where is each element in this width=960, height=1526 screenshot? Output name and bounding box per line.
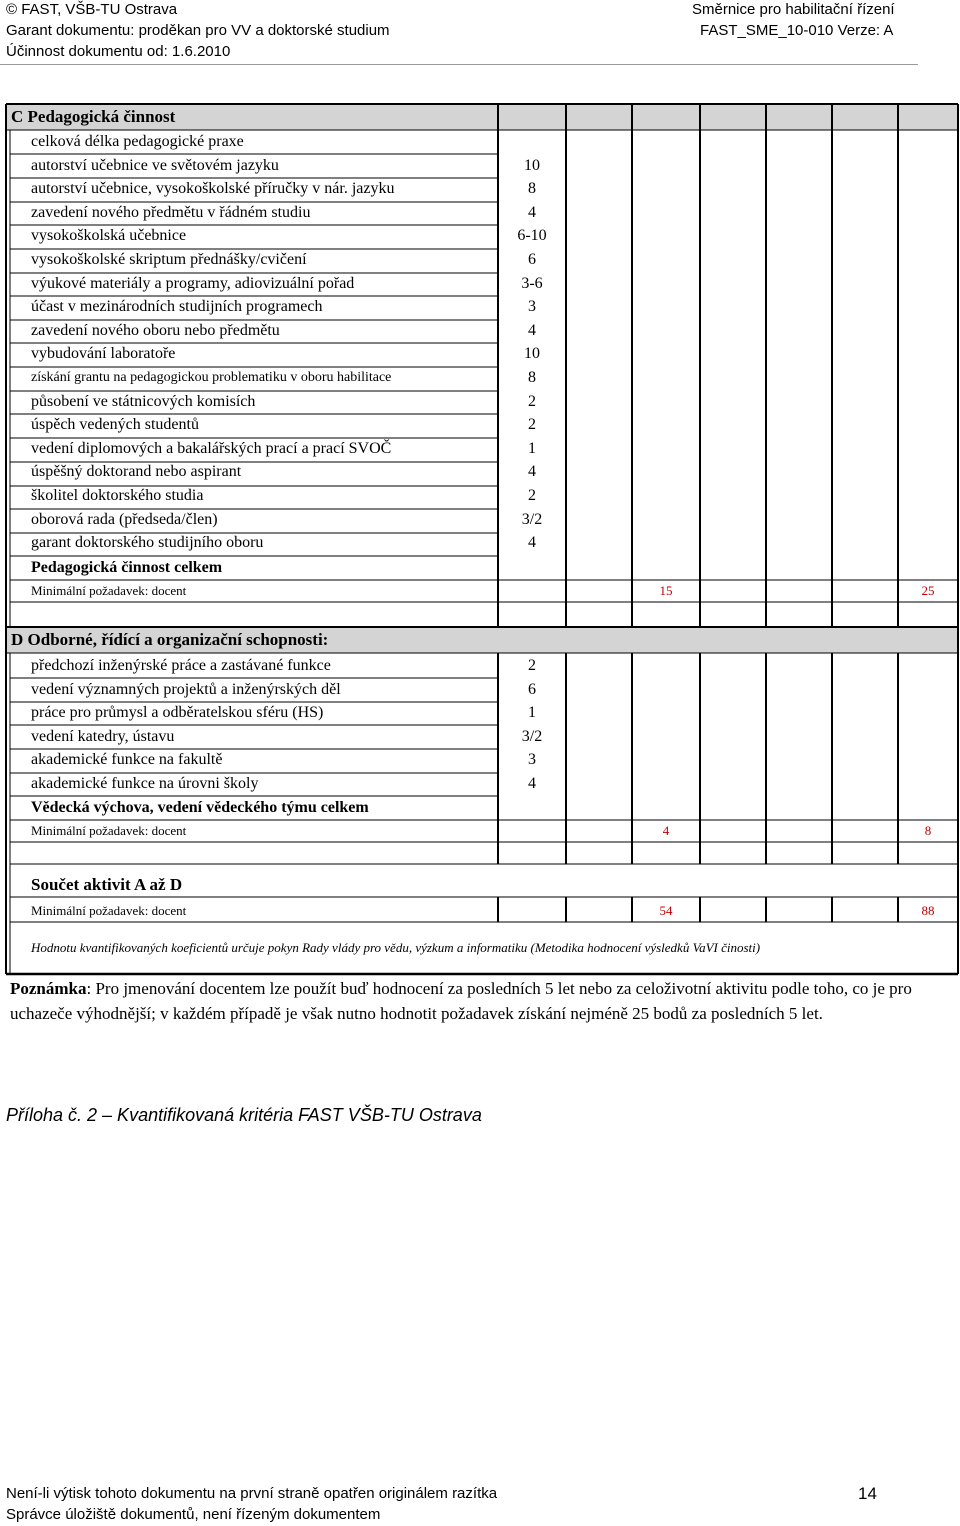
section-d-min-label: Minimální požadavek: docent bbox=[31, 823, 187, 838]
section-d-min-docent: 4 bbox=[662, 823, 670, 838]
section-c-item-points: 4 bbox=[528, 321, 536, 339]
section-c-min-prof: 25 bbox=[921, 583, 935, 598]
section-d-total-label: Vědecká výchova, vedení vědeckého týmu celkem bbox=[31, 799, 369, 816]
section-c-item-label: účast v mezinárodních studijních programech bbox=[31, 298, 323, 316]
section-d-item-label: akademické funkce na fakultě bbox=[31, 751, 223, 769]
section-c-item-label: autorství učebnice ve světovém jazyku bbox=[31, 156, 279, 174]
section-c-total-label: Pedagogická činnost celkem bbox=[31, 559, 223, 576]
sum-min-docent: 54 bbox=[659, 903, 673, 918]
section-c-item-points: 2 bbox=[528, 392, 536, 410]
appendix-caption: Příloha č. 2 – Kvantifikovaná kritéria FAST VŠB-TU Ostrava bbox=[6, 1105, 482, 1125]
section-c-item-label: garant doktorského studijního oboru bbox=[31, 534, 264, 552]
header-doc-code: FAST_SME_10-010 Verze: A bbox=[700, 22, 894, 39]
section-c-item-label: úspěšný doktorand nebo aspirant bbox=[31, 463, 242, 481]
section-c-item-label: vysokoškolské skriptum přednášky/cvičení bbox=[31, 251, 307, 268]
page-number: 14 bbox=[858, 1484, 877, 1503]
section-c-item-points: 10 bbox=[524, 345, 540, 363]
section-d-item-points: 3 bbox=[528, 751, 536, 769]
note-paragraph bbox=[10, 976, 920, 1026]
section-d-item-points: 6 bbox=[528, 680, 536, 698]
section-c-item-points: 2 bbox=[528, 487, 536, 504]
section-d-item-points: 4 bbox=[528, 775, 536, 792]
section-c-item-label: vysokoškolská učebnice bbox=[31, 227, 187, 245]
header-ucinnost: Účinnost dokumentu od: 1.6.2010 bbox=[6, 43, 231, 60]
header-doc-title: Směrnice pro habilitační řízení bbox=[692, 1, 895, 18]
table-footnote: Hodnotu kvantifikovaných koeficientů určuje pokyn Rady vlády pro vědu, výzkum a informatiku (Metodika hodnocení výsledků VaVI činosti) bbox=[31, 940, 761, 955]
section-c-item-label: zavedení nového předmětu v řádném studiu bbox=[31, 203, 311, 221]
section-c-item-label: vedení diplomových a bakalářských prací a prací SVOČ bbox=[31, 439, 392, 457]
section-c-item-points: 1 bbox=[528, 439, 536, 457]
section-c-item-points: 8 bbox=[528, 369, 536, 386]
section-d-title: D Odborné, řídící a organizační schopnosti: bbox=[11, 630, 329, 649]
note-text: : Pro jmenování docentem lze použít buď hodnocení za posledních 5 let nebo za celoživotní aktivitu podle toho, co je pro uchazeče výhodnější; v každém případě je však nutno hodnotit požadavek získání nejméně 25 bodů za posledních 5 let. bbox=[10, 979, 912, 1023]
section-c-item-label: výukové materiály a programy, adiovizuální pořad bbox=[31, 274, 355, 292]
footer-line2: Správce úložiště dokumentů, není řízeným dokumentem bbox=[6, 1506, 381, 1523]
section-d-item-label: předchozí inženýrské práce a zastávané funkce bbox=[31, 657, 331, 674]
section-d-item-label: vedení významných projektů a inženýrských děl bbox=[31, 680, 341, 698]
section-c-item-label: působení ve státnicových komisích bbox=[31, 392, 256, 410]
header-org: © FAST, VŠB-TU Ostrava bbox=[6, 1, 178, 18]
section-c-item-points: 2 bbox=[528, 416, 536, 434]
section-c-item-label: školitel doktorského studia bbox=[31, 487, 204, 504]
section-c-item-label: oborová rada (předseda/člen) bbox=[31, 510, 218, 528]
section-c-item-label: celková délka pedagogické praxe bbox=[31, 133, 244, 150]
section-d-item-label: vedení katedry, ústavu bbox=[31, 727, 175, 745]
section-d-item-points: 3/2 bbox=[521, 727, 543, 745]
header-garant: Garant dokumentu: proděkan pro VV a doktorské studium bbox=[6, 22, 390, 39]
section-c-item-points: 3-6 bbox=[521, 274, 543, 292]
section-d-item-points: 2 bbox=[528, 657, 536, 674]
section-c-item-points: 6 bbox=[528, 251, 536, 268]
note-label: Poznámka bbox=[10, 979, 87, 998]
section-c-item-label: vybudování laboratoře bbox=[31, 345, 176, 363]
section-c-item-label: zavedení nového oboru nebo předmětu bbox=[31, 321, 280, 339]
section-d-item-label: akademické funkce na úrovni školy bbox=[31, 775, 259, 792]
sum-min-prof: 88 bbox=[921, 903, 935, 918]
section-c-min-label: Minimální požadavek: docent bbox=[31, 583, 187, 598]
sum-title: Součet aktivit A až D bbox=[31, 875, 183, 894]
section-c-item-points: 4 bbox=[528, 463, 536, 481]
section-c-item-points: 4 bbox=[528, 534, 536, 552]
section-d-item-label: práce pro průmysl a odběratelskou sféru (HS) bbox=[31, 704, 324, 722]
section-d-item-points: 1 bbox=[528, 704, 536, 722]
section-d-min-prof: 8 bbox=[924, 823, 932, 838]
section-c-item-label: úspěch vedených studentů bbox=[31, 416, 199, 434]
section-c-item-points: 3 bbox=[528, 298, 536, 316]
footer-line1: Není-li výtisk tohoto dokumentu na první straně opatřen originálem razítka bbox=[6, 1485, 498, 1502]
section-c-item-label: získání grantu na pedagogickou problematiku v oboru habilitace bbox=[31, 370, 392, 385]
section-c-min-docent: 15 bbox=[659, 583, 673, 598]
section-c-item-points: 8 bbox=[528, 180, 536, 198]
section-c-item-points: 4 bbox=[528, 203, 536, 221]
section-c-title: C Pedagogická činnost bbox=[11, 107, 176, 126]
section-c-item-points: 10 bbox=[524, 156, 540, 174]
section-c-item-points: 6-10 bbox=[517, 227, 547, 245]
sum-min-label: Minimální požadavek: docent bbox=[31, 903, 187, 918]
section-c-item-label: autorství učebnice, vysokoškolské příručky v nár. jazyku bbox=[31, 180, 395, 198]
section-c-item-points: 3/2 bbox=[521, 510, 543, 528]
